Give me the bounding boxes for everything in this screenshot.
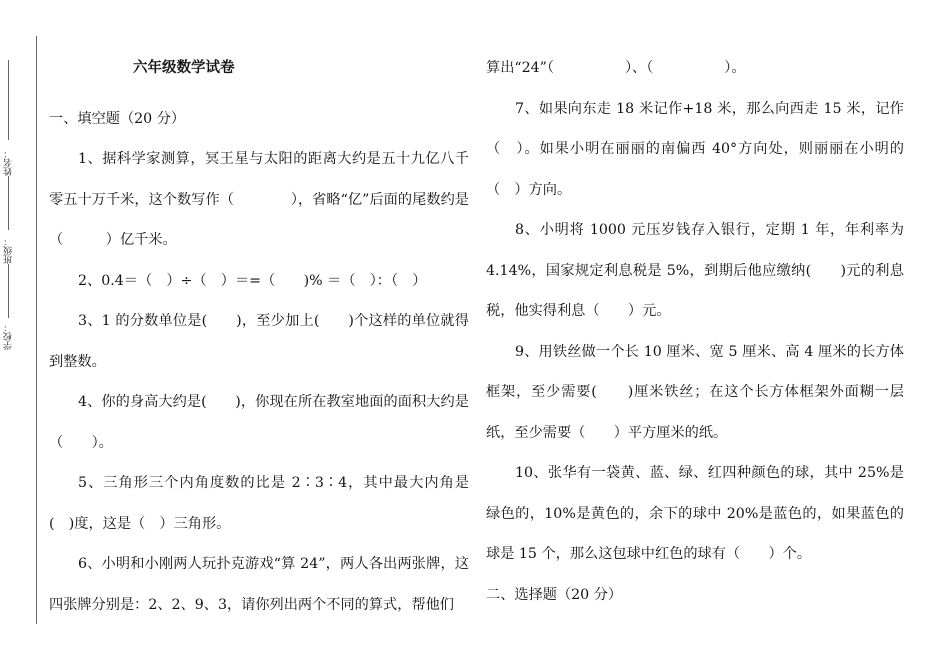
section-fill-in-heading: 一、填空题（20 分） — [49, 110, 186, 127]
school-rule — [8, 264, 9, 318]
name-label: 姓名： — [4, 149, 14, 177]
school-label: 学校： — [4, 323, 14, 351]
question-9: 9、用铁丝做一个长 10 厘米、宽 5 厘米、高 4 厘米的长方体框架，至少需要( )厘米铁丝；在这个长方体框架外面糊一层纸，至少需要（ ）平方厘米的纸。 — [486, 343, 904, 441]
name-rule — [8, 60, 9, 140]
question-7: 7、如果向东走 18 米记作+18 米，那么向西走 15 米，记作（ ）。如果小明在丽丽的南偏西 40°方向处，则丽丽在小明的（ ）方向。 — [486, 100, 904, 198]
question-2: 2、0.4＝（ ）÷（ ）＝=（ )% ＝（ ）：（ ） — [78, 272, 427, 289]
exam-title: 六年级数学试卷 — [133, 59, 235, 76]
question-4: 4、你的身高大约是( )，你现在所在教室地面的面积大约是（ ）。 — [49, 394, 469, 451]
section-choice-heading: 二、选择题（20 分） — [486, 586, 623, 603]
question-8: 8、小明将 1000 元压岁钱存入银行，定期 1 年，年利率为 4.14%，国家规定利息税是 5%，到期后他应缴纳( )元的利息税，他实得利息（ ）元。 — [486, 222, 904, 319]
question-5: 5、三角形三个内角度数的比是 2∶3∶4，其中最大内角是( )度，这是（ ）三角形。 — [49, 475, 469, 532]
class-label: 班级： — [4, 237, 14, 265]
question-10: 10、张华有一袋黄、蓝、绿、红四种颜色的球，其中 25%是绿色的，10%是黄色的，余下的球中 20%是蓝色的，如果蓝色的球是 15 个，那么这包球中红色的球有（ ）个。 — [486, 465, 904, 562]
question-3: 3、1 的分数单位是( )，至少加上( )个这样的单位就得到整数。 — [49, 313, 469, 370]
class-rule — [8, 176, 9, 230]
right-column — [486, 48, 904, 615]
question-6: 6、小明和小刚两人玩扑克游戏“算 24”，两人各出两张牌，这四张牌分别是：2、2、9、3，请你列出两个不同的算式，帮他们 — [49, 556, 469, 613]
question-1: 1、据科学家测算，冥王星与太阳的距离大约是五十九亿八千零五十万千米，这个数写作（ ），省略“亿”后面的尾数约是（ ）亿千米。 — [49, 151, 469, 248]
left-column — [49, 48, 469, 625]
question-6-continued: 算出“24”（ ）、（ ）。 — [486, 60, 746, 76]
binding-line — [36, 36, 37, 624]
